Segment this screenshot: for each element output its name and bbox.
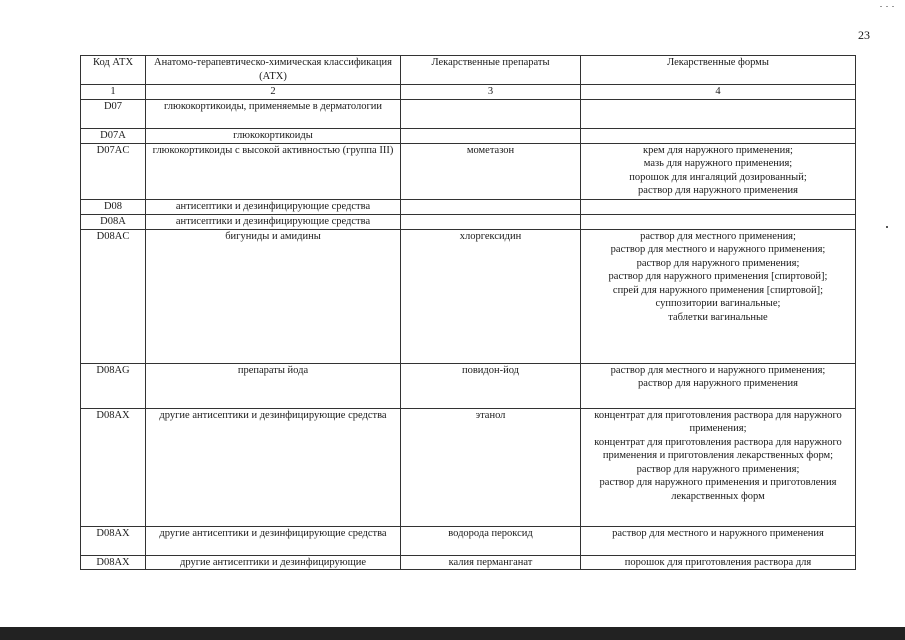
dosage-form-item: раствор для наружного применения [638,185,798,196]
table-row [81,99,856,128]
drug-cell: калия перманганат [401,555,581,570]
drug-cell [401,214,581,229]
classification-cell: другие антисептики и дезинфицирующие [146,555,401,570]
dosage-form-item: раствор для наружного применения; [636,463,800,475]
dosage-form-item: раствор для местного и наружного применения; [610,244,826,255]
table-row [81,199,856,214]
dosage-form-item: концентрат для приготовления раствора для наружного применения и приготовления лекарственных форм; [594,436,842,461]
dosage-forms-cell [581,408,856,526]
table-row [81,229,856,363]
scan-artifact-dot [886,226,888,228]
table-row [81,526,856,555]
table-row [81,555,856,570]
drug-cell: мометазон [401,143,581,199]
atx-code-cell: D08AG [81,363,146,408]
column-number: 4 [581,85,856,100]
dosage-form-item: раствор для наружного применения [638,378,798,389]
table-row [81,408,856,526]
classification-cell: другие антисептики и дезинфицирующие средства [146,526,401,555]
dosage-form-item: раствор для местного и наружного применения; [610,364,826,376]
dosage-forms-cell [581,555,856,570]
classification-cell: глюкокортикоиды [146,128,401,143]
classification-cell: бигуниды и амидины [146,229,401,363]
dosage-form-item: суппозитории вагинальные; [655,298,781,309]
dosage-form-item: раствор для наружного применения [спиртовой]; [608,271,828,282]
dosage-form-item: раствор для местного и наружного применения [612,527,824,539]
dosage-forms-cell [581,363,856,408]
column-number-row [81,85,856,100]
dosage-form-item: спрей для наружного применения [спиртовой]; [612,284,824,296]
dosage-form-item: раствор для местного применения; [640,230,796,242]
atx-code-cell: D08AC [81,229,146,363]
drug-cell: этанол [401,408,581,526]
atx-table [80,55,856,570]
atx-code-cell: D08 [81,199,146,214]
scan-bottom-edge [0,627,905,640]
header-drugs: Лекарственные препараты [401,56,581,85]
table-row [81,128,856,143]
atx-code-cell: D08A [81,214,146,229]
dosage-forms-cell [581,229,856,363]
dosage-form-item: порошок для приготовления раствора для [624,556,812,568]
header-row [81,56,856,85]
drug-cell: водорода пероксид [401,526,581,555]
dosage-forms-cell [581,199,856,214]
classification-cell: препараты йода [146,363,401,408]
atx-code-cell: D07AC [81,143,146,199]
column-number: 3 [401,85,581,100]
drug-cell [401,199,581,214]
dosage-forms-cell [581,99,856,128]
dosage-forms-cell [581,526,856,555]
dosage-form-item: раствор для наружного применения и приготовления лекарственных форм [599,477,837,502]
column-number: 2 [146,85,401,100]
classification-cell: антисептики и дезинфицирующие средства [146,214,401,229]
table-row [81,214,856,229]
page-number: 23 [858,28,870,42]
dosage-form-item: раствор для наружного применения; [636,257,800,269]
header-code: Код АТХ [81,56,146,85]
dosage-form-item: концентрат для приготовления раствора для наружного применения; [594,409,842,434]
atx-table-body [81,99,856,570]
header-classification: Анатомо-терапевтическо-химическая классификация (АТХ) [146,56,401,85]
atx-code-cell: D07 [81,99,146,128]
classification-cell: другие антисептики и дезинфицирующие средства [146,408,401,526]
table-row [81,143,856,199]
dosage-form-item: крем для наружного применения; [643,144,793,156]
atx-code-cell: D08AX [81,526,146,555]
drug-cell [401,99,581,128]
scan-artifact-dots [880,6,900,10]
dosage-forms-cell [581,214,856,229]
table-row [81,363,856,408]
atx-code-cell: D08AX [81,408,146,526]
atx-code-cell: D08AX [81,555,146,570]
dosage-form-item: порошок для ингаляций дозированный; [629,171,807,183]
classification-cell: глюкокортикоиды с высокой активностью (группа III) [146,143,401,199]
drug-cell: хлоргексидин [401,229,581,363]
drug-cell: повидон-йод [401,363,581,408]
classification-cell: антисептики и дезинфицирующие средства [146,199,401,214]
dosage-form-item: таблетки вагинальные [668,311,768,323]
header-forms: Лекарственные формы [581,56,856,85]
dosage-forms-cell [581,143,856,199]
dosage-forms-cell [581,128,856,143]
column-number: 1 [81,85,146,100]
dosage-form-item: мазь для наружного применения; [643,158,793,169]
classification-cell: глюкокортикоиды, применяемые в дерматологии [146,99,401,128]
atx-code-cell: D07A [81,128,146,143]
drug-cell [401,128,581,143]
